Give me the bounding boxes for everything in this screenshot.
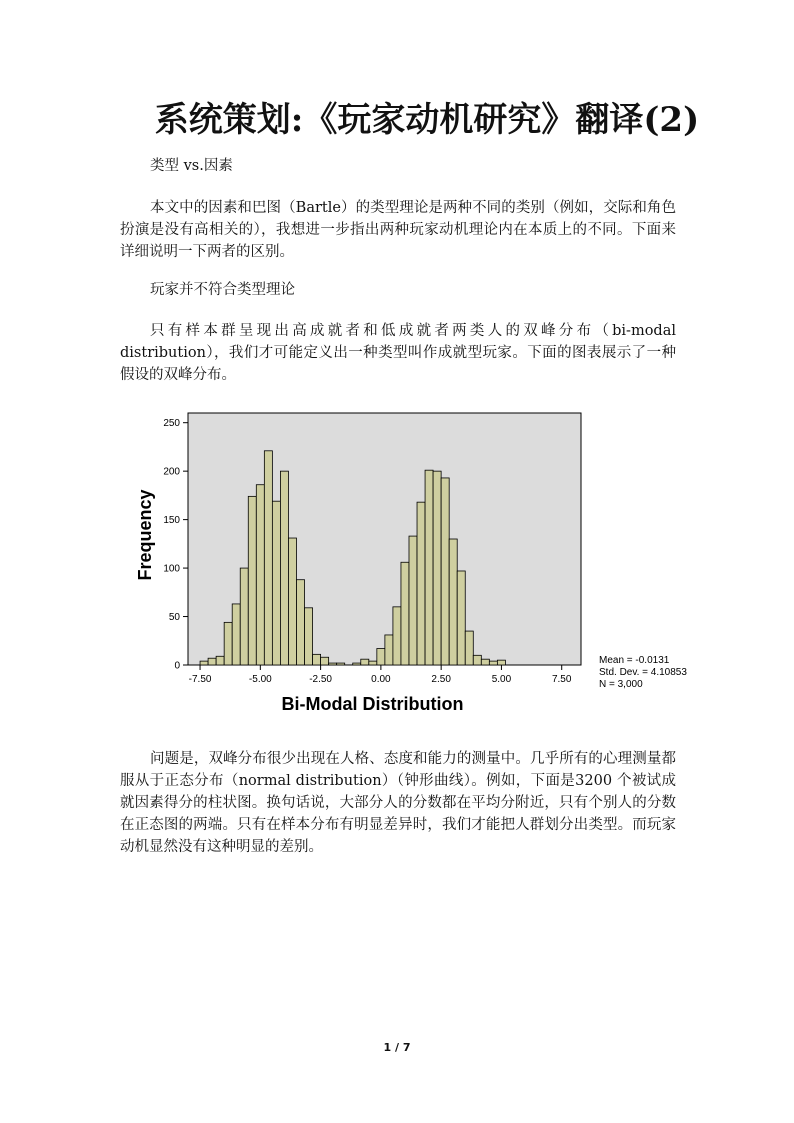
y-tick-label: 200 (163, 466, 180, 478)
histogram-bar (465, 631, 473, 665)
x-tick-label: -7.50 (188, 674, 212, 685)
histogram-bar (208, 658, 216, 665)
histogram-bar (216, 656, 224, 665)
histogram-bar (321, 657, 329, 665)
section-heading-players-not-types: 玩家并不符合类型理论 (150, 282, 295, 298)
histogram-bar (473, 655, 481, 665)
x-tick-label: 0.00 (371, 674, 391, 685)
histogram-bar (224, 622, 232, 665)
y-tick-label: 50 (168, 612, 180, 624)
histogram-bar (489, 661, 497, 665)
x-tick-label: -2.50 (309, 674, 333, 685)
y-tick-label: 100 (163, 563, 180, 575)
y-tick-label: 150 (163, 515, 180, 527)
histogram-bar (481, 659, 489, 665)
histogram-bar (457, 571, 465, 665)
histogram-bar (200, 661, 208, 665)
stats-line: N = 3,000 (599, 679, 643, 690)
histogram-bar (296, 580, 304, 665)
histogram-bar (329, 663, 337, 665)
histogram-bar (272, 501, 280, 665)
histogram-bar (288, 538, 296, 665)
histogram-bar (240, 568, 248, 665)
x-tick-label: 7.50 (551, 674, 572, 685)
section-heading-types-vs-factors: 类型 vs.因素 (150, 158, 233, 174)
page-number: 1 / 7 (383, 1041, 411, 1054)
histogram-bar (369, 661, 377, 665)
histogram-bar (232, 604, 240, 665)
histogram-bar (280, 471, 288, 665)
histogram-bar (248, 496, 256, 665)
histogram-bar (377, 649, 385, 665)
histogram-bar (497, 660, 505, 665)
histogram-bar (313, 654, 321, 665)
histogram-bar (256, 485, 264, 665)
histogram-bar (353, 663, 361, 665)
histogram-bar (409, 536, 417, 665)
histogram-bar (401, 562, 409, 665)
histogram-bar (441, 478, 449, 665)
y-axis-label: Frequency (135, 489, 155, 581)
histogram-bar (425, 470, 433, 665)
document-title: 系统策划:《玩家动机研究》翻译(2) (154, 100, 700, 140)
bimodal-histogram-chart (125, 405, 705, 725)
histogram-bar (393, 607, 401, 665)
stats-line: Mean = -0.0131 (599, 655, 670, 666)
histogram-bar (264, 451, 272, 665)
histogram-bar (361, 659, 369, 665)
histogram-bar (337, 663, 345, 665)
y-tick-label: 0 (174, 660, 180, 672)
histogram-bar (449, 539, 457, 665)
histogram-bar (433, 471, 441, 665)
histogram-bar (417, 502, 425, 665)
histogram-bar (385, 635, 393, 665)
histogram-bar (305, 608, 313, 665)
paragraph-intro: 本文中的因素和巴图（Bartle）的类型理论是两种不同的类别（例如，交际和角色扮演是没有高相关的），我想进一步指出两种玩家动机理论内在本质上的不同。下面来详细说明一下两者的区别。 (120, 200, 676, 260)
y-tick-label: 250 (163, 418, 180, 430)
paragraph-normal-distribution: 问题是，双峰分布很少出现在人格、态度和能力的测量中。几乎所有的心理测量都服从于正态分布（normal distribution）（钟形曲线）。例如，下面是3200 个被试成就因素得分的柱状图。换句话说，大部分人的分数都在平均分附近，只有个别人的分数 在正态图的两端。只有在样本分布有明显差异时，我们才能把人群划分出类型。而玩家动机显然没有这种明显的差别。 (120, 751, 676, 855)
stats-line: Std. Dev. = 4.10853 (599, 667, 687, 678)
x-tick-label: -5.00 (248, 674, 272, 685)
x-tick-label: 2.50 (431, 674, 451, 685)
paragraph-bimodal: 只有样本群呈现出高成就者和低成就者两类人的双峰分布（bi-modal distribution），我们才可能定义出一种类型叫作成就型玩家。下面的图表展示了一种假设的双峰分布。 (120, 323, 676, 383)
x-axis-label: Bi-Modal Distribution (281, 694, 464, 714)
x-tick-label: 5.00 (491, 674, 512, 685)
